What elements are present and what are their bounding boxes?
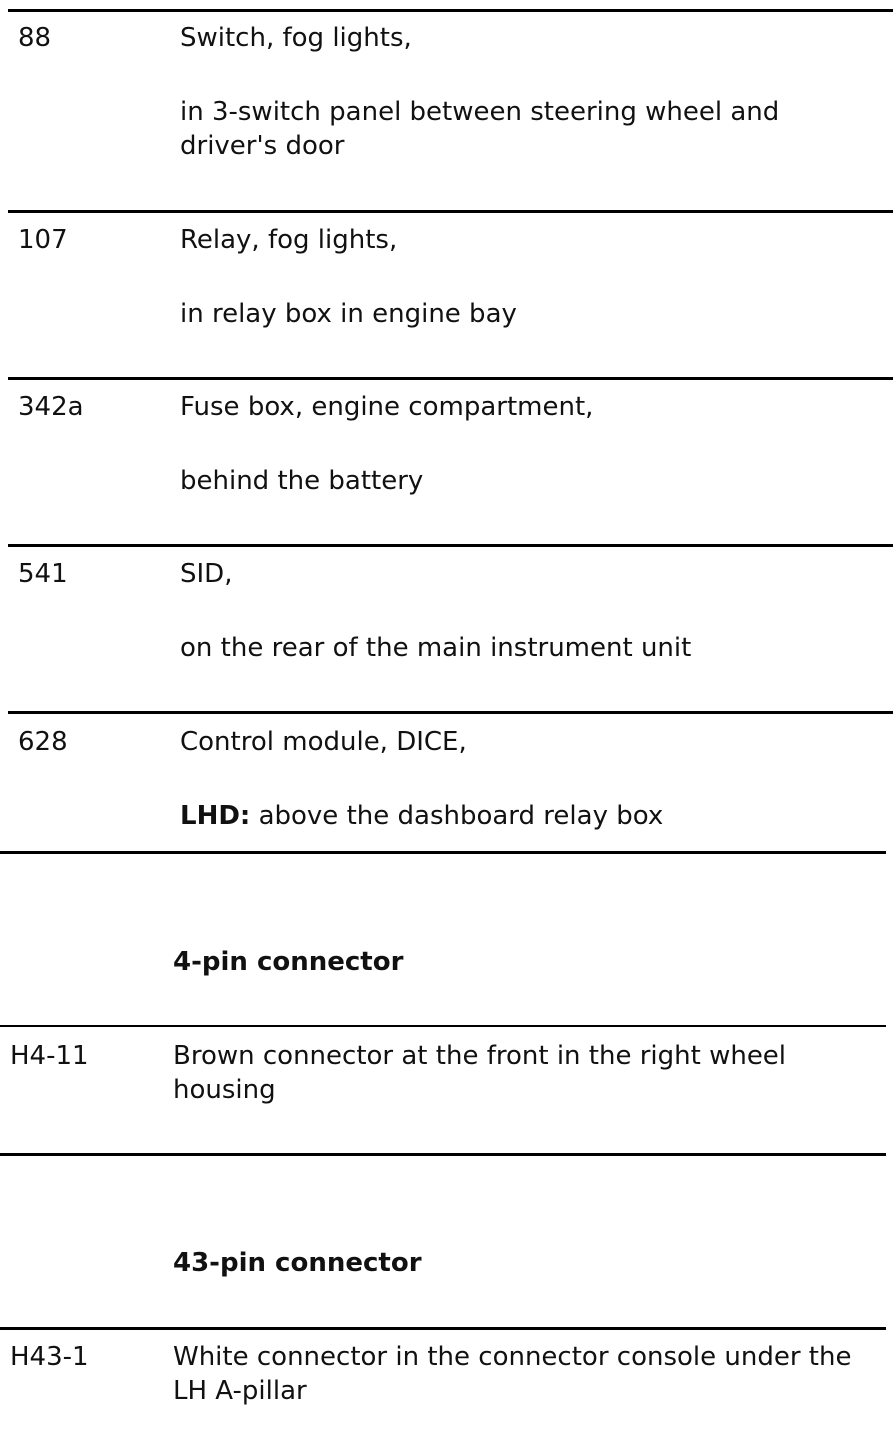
connector-id: H4-11 [10, 1041, 89, 1071]
component-location: on the rear of the main instrument unit [180, 633, 692, 663]
component-name: Switch, fog lights, [180, 23, 412, 53]
row-divider [0, 1327, 886, 1330]
connector-id: H43-1 [10, 1342, 89, 1372]
component-id: 107 [18, 225, 68, 255]
row-divider [0, 1025, 886, 1027]
location-text: above the dashboard relay box [250, 801, 664, 831]
connector-description: White connector in the connector console under the LH A-pillar [173, 1342, 852, 1406]
row-divider [0, 1153, 886, 1156]
component-id: 342a [18, 392, 84, 422]
component-name: Fuse box, engine compartment, [180, 392, 594, 422]
row-divider [8, 711, 893, 714]
row-divider [8, 377, 893, 380]
component-id: 628 [18, 727, 68, 757]
component-name: SID, [180, 559, 233, 589]
component-location [180, 799, 663, 833]
row-divider [8, 210, 893, 213]
row-divider [8, 9, 893, 12]
component-location: behind the battery [180, 466, 424, 496]
component-name: Control module, DICE, [180, 727, 467, 757]
connector-description: Brown connector at the front in the right wheel housing [173, 1041, 787, 1105]
component-id: 541 [18, 559, 68, 589]
component-location: in relay box in engine bay [180, 299, 517, 329]
component-id: 88 [18, 23, 52, 53]
section-heading: 4-pin connector [173, 947, 404, 977]
location-prefix: LHD: [180, 801, 251, 831]
table-bottom-rule [0, 851, 886, 854]
row-divider [8, 544, 893, 547]
section-heading: 43-pin connector [173, 1248, 422, 1278]
component-location: in 3-switch panel between steering wheel and driver's door [180, 97, 780, 161]
component-name: Relay, fog lights, [180, 225, 398, 255]
